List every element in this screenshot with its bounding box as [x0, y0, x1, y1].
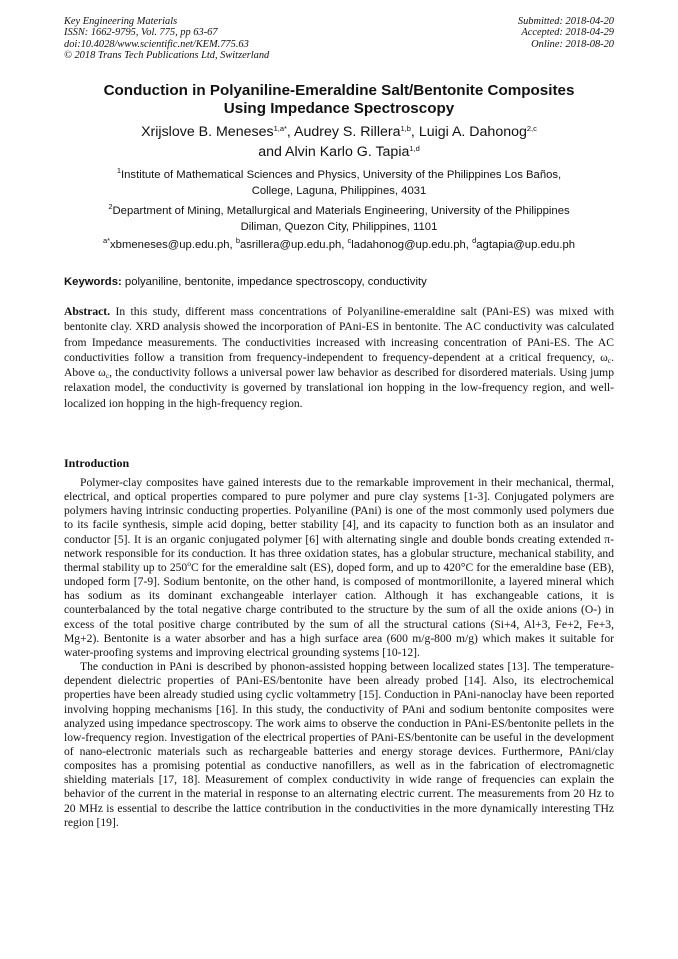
affiliation-2-line-1	[64, 204, 614, 220]
affiliation-2-line-2: Diliman, Quezon City, Philippines, 1101	[240, 220, 438, 233]
abstract-label: Abstract.	[64, 305, 111, 318]
subscript: c	[607, 355, 612, 365]
copyright: © 2018 Trans Tech Publications Ltd, Switzerland	[64, 50, 270, 62]
affiliation-marker: 2	[108, 202, 113, 211]
author-name: Alvin Karlo G. Tapia	[285, 144, 410, 160]
journal-name: Key Engineering Materials	[64, 16, 178, 27]
keywords-label: Keywords:	[64, 276, 122, 288]
affiliation-text: Institute of Mathematical Sciences and Physics, University of the Philippines Los Baños,	[121, 169, 562, 181]
email-list	[64, 238, 614, 254]
email-link[interactable]: asrillera@up.edu.ph,	[239, 239, 345, 251]
authors-line-2	[64, 142, 614, 162]
abstract-text: , the conductivity follows a universal power law behavior as described for disordered materials. Using jump relaxation model, the conductivity is governed by translational ion hopping in the low-frequency region, and well-localized ion hopping in the high-frequency region.	[64, 366, 614, 410]
keywords	[64, 275, 614, 290]
issn: ISSN: 1662-9795, Vol. 775, pp 63-67	[64, 27, 218, 39]
author-name: Audrey S. Rillera	[294, 124, 401, 140]
dates-info	[518, 16, 614, 50]
online-date: Online: 2018-08-20	[531, 38, 614, 50]
accepted-date: Accepted: 2018-04-29	[521, 27, 614, 39]
affiliation-text: Department of Mining, Metallurgical and Materials Engineering, University of the Philippines	[112, 205, 570, 217]
affiliation-1	[64, 168, 614, 199]
subscript: c	[105, 371, 110, 381]
introduction-body	[64, 476, 614, 830]
author-marker: 1,b	[400, 124, 411, 133]
paragraph: The conduction in PAni is described by phonon-assisted hopping between localized states [13]. The temperature-dependent dielectric properties of PAni-ES/bentonite have been already probed [14]. Also, its electrochemical properties have been already studied using cyclic voltammetry [15]. Conduction in PAni-nanoclay have been reported involving hopping mechanisms [16]. In this study, the conductivity of PAni and sodium bentonite composites were analyzed using impedance spectroscopy. The work aims to observe the conduction in PAni-ES/bentonite pellets in the low-frequency region. Investigation of the electrical properties of PAni-ES/bentonite can be useful in the development of nano-electronic materials such as rechargeable batteries and energy storage devices. Furthermore, PAni/clay composites has a promising potential as conductive nanofillers, as well as in the fabrication of electromagnetic shielding materials [17, 18]. Measurement of complex conductivity in wide range of frequencies can explain the behavior of the current in the material in response to an alternating electric current. The measurements from 20 Hz to 20 MHz is essential to describe the lattice contribution in the conductivities in the more dynamically interesting THz region [19].	[64, 660, 614, 829]
abstract-text: In this study, different mass concentrations of Polyaniline-emeraldine salt (PAni-ES) was mixed with bentonite clay. XRD analysis showed the incorporation of PAni-ES in bentonite. The AC conductivity was calculated from Impedance measurements. The conductivities increased with increasing concentration of PAni-ES. The AC conductivities follow a transition from frequency-independent to frequency-dependent at a critical frequency, ω	[64, 305, 614, 364]
author-list	[64, 122, 614, 162]
author-name: Luigi A. Dahonog	[418, 124, 527, 140]
affiliation-2	[64, 204, 614, 235]
journal-info	[64, 16, 269, 62]
author-marker: 1,d	[409, 144, 420, 153]
paragraph-text: C for the emeraldine salt (ES), doped form, and up to 420°C for the emeraldine base (EB), undoped form [7-9]. Sodium bentonite, on the other hand, is composed of montmorillonite, a layered mineral which has sodium as its dominant exchangeable interlayer cation. Although it has exchangeable cations, it is counterbalanced by the total negative charge contributed to the structure by the sum of all the oxide anions (O-) in excess of the total positive charge contributed by the sum of all the structural cations (Si+4, Al+3, Fe+2, Fe+3, Mg+2). Bentonite is a water absorber and has a high surface area (600 m/g-800 m/g) which makes it suitable for water-proofing systems and improving electrical grounding systems [10-12].	[64, 560, 614, 659]
author-marker: 1,a*	[273, 124, 287, 133]
email-marker: b	[235, 236, 240, 245]
email-marker: d	[472, 236, 477, 245]
title-line-1: Conduction in Polyaniline-Emeraldine Salt/Bentonite Composites	[103, 82, 575, 99]
email-link[interactable]: xbmeneses@up.edu.ph,	[110, 239, 233, 251]
authors-line-1: Xrijslove B. Meneses$^{1,a*}$, Audrey S. Rillera$^{1,b}$, Luigi A. Dahonog$^{2,c}$	[141, 124, 537, 140]
email-link[interactable]: ladahonog@up.edu.ph,	[351, 239, 469, 251]
email-link[interactable]: agtapia@up.edu.ph	[476, 239, 576, 251]
title-line-2: Using Impedance Spectroscopy	[223, 100, 455, 117]
submitted-date: Submitted: 2018-04-20	[517, 16, 614, 27]
affiliation-marker: 1	[116, 166, 121, 175]
affiliation-1-line-1	[64, 168, 614, 184]
email-marker: c	[347, 236, 352, 245]
author-conjunction: and	[258, 144, 282, 160]
author-name: Xrijslove B. Meneses	[141, 124, 274, 140]
author-marker: 2,c	[526, 124, 537, 133]
paragraph	[64, 476, 614, 660]
paragraph-text: Polymer-clay composites have gained interests due to the remarkable improvement in their mechanical, thermal, electrical, and optical properties compared to pure polymer and pure clay systems [1-3]. Conjugated polymers are polymers having intrinsic conducting properties. Polyaniline (PAni) is one of the most commonly used polymers due to its facile synthesis, simple acid doping, better stability [4], and its capacity to function both as an insulator and conductor [5]. It is an organic conjugated polymer [6] with alternating single and double bonds creating extended π-network responsible for its conduction. It has three oxidation states, has a globular structure, mechanical stability, and thermal stability up to 250	[64, 476, 614, 574]
keywords-text: polyaniline, bentonite, impedance spectroscopy, conductivity	[124, 276, 427, 288]
doi: doi:10.4028/www.scientific.net/KEM.775.63	[64, 38, 249, 50]
section-heading-introduction: Introduction	[64, 456, 130, 470]
abstract	[64, 304, 614, 411]
paper-title	[64, 82, 614, 118]
affiliation-1-line-2: College, Laguna, Philippines, 4031	[251, 184, 427, 197]
abstract-text: . Above ω	[64, 350, 614, 380]
email-marker: a*	[102, 236, 111, 245]
superscript: o	[187, 558, 191, 568]
